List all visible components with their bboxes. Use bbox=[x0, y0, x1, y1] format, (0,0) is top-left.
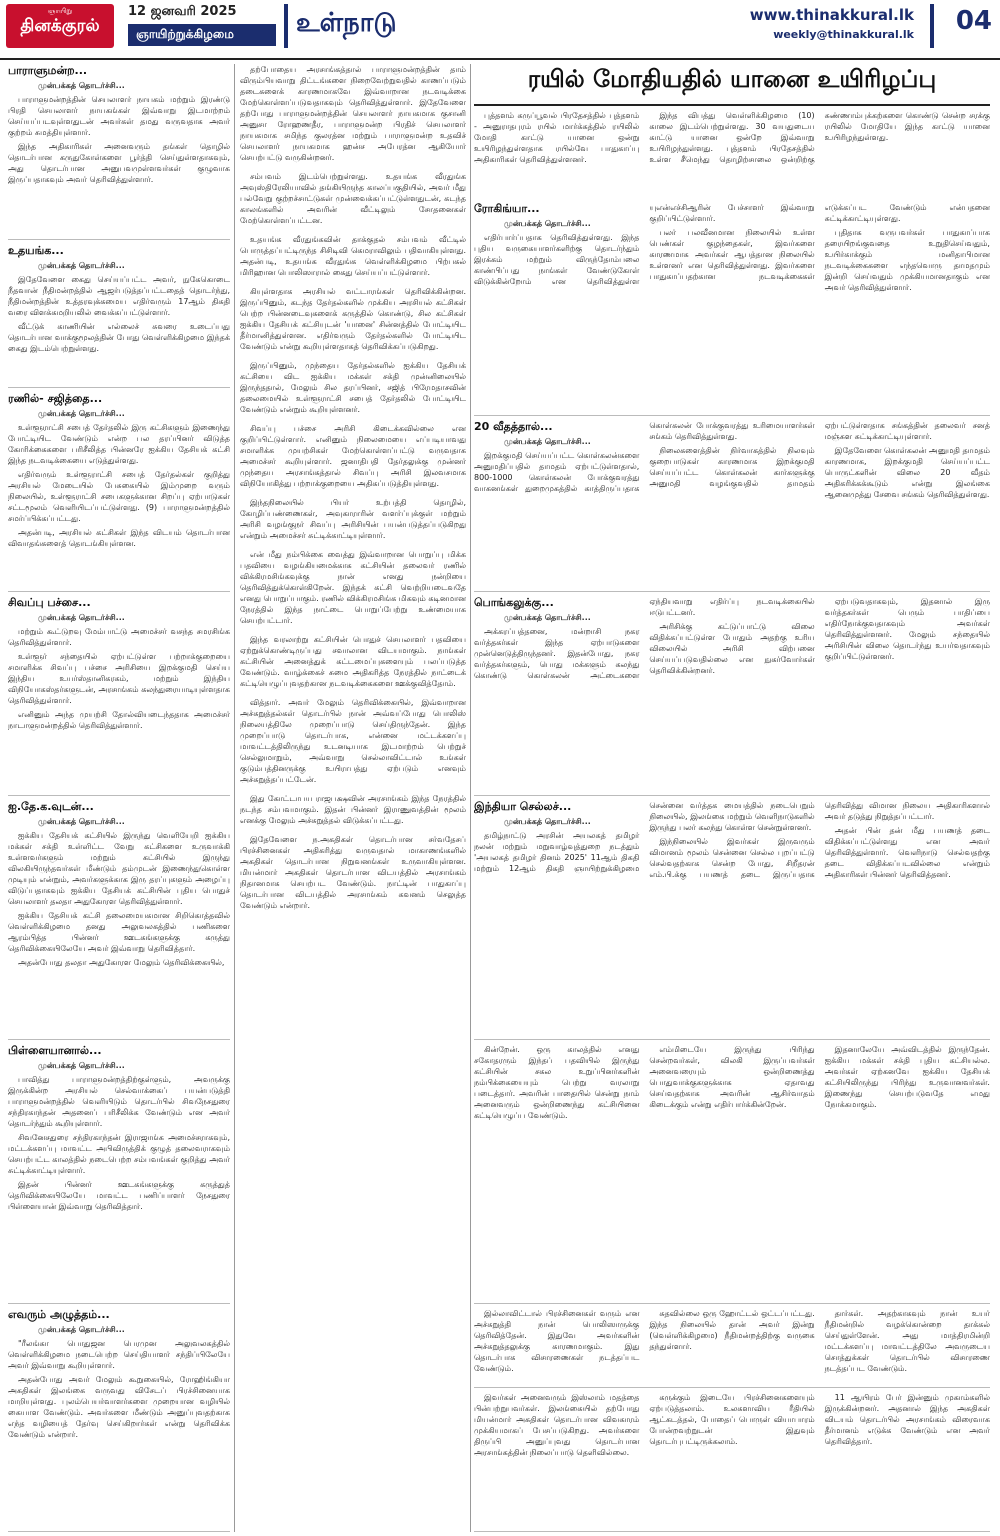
news-story bbox=[8, 392, 230, 592]
date-block bbox=[128, 4, 276, 46]
story-paragraph: இந்த அதிகாரிகள் அனைவரும் தங்கள் தொழில் தொடர்பான கருதுகோள்களை பூர்த்தி செய்துள்ளதாகவும், அது தொடர்பான அனுபவமுள்ளவர்கள் குழுவாக இருப்பதாகவும் அவர் தெரிவித்துள்ளார். bbox=[8, 142, 230, 184]
story-paragraph: ஐக்கிய தேசியக் கட்சியில் இருந்து வெளியேறி ஐக்கிய மக்கள் சக்தி உள்ளிட்ட வேறு கட்சிகளை உருவாக்கி உள்ளவர்களும் மற்றும் கட்சியில் இருந்து விலகியிருந்தவர்கள் மீண்டும் தம்முடன் இணைந்துகொள்ள முடியும் என்றும், அவர்களுக்காக இரு தரப்புகளும் அழைப்பு விடுப்பதாகவும் ஐக்கிய தேசியக் கட்சியின் புதிய பொதுச் செயலாளர் தலதா அதுகோரள தெரிவித்துள்ளார். bbox=[8, 831, 230, 906]
continued-label: முன்பக்கத் தொடர்ச்சி... bbox=[38, 1061, 125, 1070]
story-paragraph: இருப்பினும், முந்தைய தேர்தல்களில் ஐக்கிய தேசியக் கட்சியை விட ஐக்கிய மக்கள் சக்தி முன்னிலையில் இருந்ததால், மேலும் சில தரப்பினர், சஜித் பிரேமதாசவின் தலைமையில் உள்ளூராட்சி சபைத் தேர்தலில் போட்டியிட வேண்டும் என்றும் கூறியுள்ளனர். bbox=[240, 361, 466, 414]
continued-label: முன்பக்கத் தொடர்ச்சி... bbox=[504, 219, 591, 228]
story-paragraph: சிவப்பு பச்சை அரிசி கிடைக்கவில்லை என குறிப்பிட்டுள்ளார். எனினும் நிலைமையை எப்படியாவது சமாளிக்க முயற்சிகள் மேற்கொள்ளப்பட்டு வருவதாக அமைச்சர் கூறியுள்ளார். ஜனாதிபதி தேர்தலுக்கு முன்னர் முந்தைய அரசாங்கத்தால் சிவப்பு அரிசி இலவசமாக விநியோகித்து பற்றாக்குறையை அதிகப்படுத்தியுள்ளது. bbox=[240, 424, 466, 488]
story-body bbox=[474, 1392, 990, 1458]
story-title[interactable]: பொங்கலுக்கு... bbox=[474, 596, 554, 609]
story-body bbox=[474, 1308, 990, 1374]
news-story bbox=[8, 64, 230, 240]
masthead bbox=[0, 0, 1000, 60]
story-title[interactable]: பாராளுமன்ற... bbox=[8, 64, 88, 77]
separator-bar bbox=[930, 4, 934, 48]
story-body bbox=[474, 800, 990, 880]
story-paragraph: உள்ளூர் சந்தையில் ஏற்பட்டுள்ள பற்றாக்குறையை சமாளிக்க சிவப்பு பச்சை அரிசியை இறக்குமதி செய்ய இந்திய உயர்ஸ்தானிகரகம், மற்றும் இந்திய விநியோகஸ்தர்களுடன், அரசாங்கம் கலந்துரையாடியுள்ளதாக தெரிவித்துள்ளார். bbox=[8, 652, 230, 705]
story-paragraph: ஏற்படுவதாகவும், இதனால் இரு வர்த்தகர்கள் பெரும் பாதிப்பை எதிர்நோக்குவதாகவும் அவர்கள் தெரிவித்துள்ளனர். மேலும் சந்தையில் அரிசியின் விலை தொடர்ந்து உயர்வதாகவும் குறிப்பிட்டுள்ளனர். bbox=[824, 597, 990, 661]
news-story bbox=[8, 1044, 230, 1304]
story-paragraph: பாவித்து பாராளுமன்றத்திற்குள்ளும், அவருக்கு இருக்கின்ற அரசியல் செல்வாக்கைப் பயன்படுத்தி பாராளுமன்றத்தில் வெளியிடும் தொடர்பில் சிவநேசதுரை சந்திரகாந்தன் அதனைப் பரிசீலிக்க வேண்டும் என அவர் தொடர்ந்தும் கூறியுள்ளார். bbox=[8, 1075, 230, 1128]
story-paragraph: நிலைகளைத்தின் நிர்வாகத்தில் நிலவும் குறைபாடுகள் காரணமாக இறக்குமதி செய்யப்பட்ட கொள்கலன் கார்களுக்கு அனுமதி வழங்குவதில் தாமதம் ஏற்பட்டுள்ளதாக சங்கத்தின் தலைவர் சனத் மஞ்சுள சுட்டிக்காட்டியுள்ளார். bbox=[649, 421, 990, 488]
story-paragraph: புதிதாக வருபவர்கள் பாதுகாப்பாக தரையிறங்குவதை உறுதிசெய்வதும், உயிர்காக்கும் மனிதாபிமான நடவடிக்கைகளை எந்தவொரு தாமதமும் இன்றி செய்வதும் முக்கியமானதாகும் என அவர் தெரிவித்துள்ளார். bbox=[824, 228, 990, 292]
continued-label: முன்பக்கத் தொடர்ச்சி... bbox=[38, 261, 125, 270]
news-story bbox=[474, 1308, 990, 1388]
story-body bbox=[474, 202, 990, 293]
main-headline[interactable]: ரயில் மோதியதில் யானை உயிரிழப்பு bbox=[474, 64, 990, 106]
story-paragraph: கருக்கும் இடையே பிரச்சினைகளையும் ஏற்படுத்தலாம். உலகளாவிய ரீதியில் ஆட்கடத்தல், போதைப் பொருள் வியாபாரம் போன்றவற்றுடன் இதுவும் தொடர்புபட்டிருக்கலாம். bbox=[649, 1393, 815, 1446]
page-number: 04 bbox=[955, 6, 992, 36]
news-story bbox=[474, 596, 990, 796]
middle-column bbox=[240, 64, 466, 1532]
news-story bbox=[474, 420, 990, 592]
story-paragraph: இந்தநிலையில் பியர் உற்பத்தி தொழில், கோழிப்பண்ணைகள், அவுகாராரின் வளர்ப்புக்குள் மற்றும் அரிசி வழங்குநர் சிவப்பு அரிசியின் பயன்படுத்தப்படுகிறது என்றும் அமைச்சர் சுட்டிக்காட்டியுள்ளார். bbox=[240, 498, 466, 540]
story-paragraph: சிவனேசதுரை சந்திரகாந்தன் இராஜாங்க அமைச்சராகவும், மட்டக்களப்பு மாவட்ட அபிவிருத்திக் குழுத் தலைவராகவும் செயற்பட்ட காலத்தில் நடைபெற்ற சம்பவங்கள் குறித்து அவர் சுட்டிக்காட்டியுள்ளார். bbox=[8, 1133, 230, 1175]
story-body bbox=[474, 596, 990, 681]
story-paragraph: பலர் பலவீனமான நிலையில் உள்ள பெண்கள் குழந்தைகள், இவர்களை காரணமாக அவர்கள் ஆபத்தான நிலையில் உள்ளனர் என தெரிவித்துள்ளது. இவர்களை பாதுகாப்பதற்கான நடவடிக்கைகள் எடுக்கப்பட வேண்டும் என்பதனை சுட்டிக்காட்டியுள்ளது. bbox=[649, 203, 990, 281]
section-title: உள்நாடு bbox=[296, 8, 397, 38]
column-divider bbox=[470, 64, 471, 1532]
logo-edition: ஞாயிறு bbox=[47, 7, 73, 15]
story-title[interactable]: 20 வீதத்தால்... bbox=[474, 420, 553, 433]
story-paragraph: எனினும் அந்த முயற்சி தோல்வியடைந்ததாக அமைச்சர் நாடாளுமன்றத்தில் தெரிவித்துள்ளார். bbox=[8, 710, 230, 730]
continued-label: முன்பக்கத் தொடர்ச்சி... bbox=[504, 817, 591, 826]
story-paragraph: அரிசிக்கு கட்டுப்பாட்டு விலை விதிக்கப்பட்டுள்ள போதும் அதற்கு உரிய விலையில் அரிசி விற்பனை செய்யப்படுவதில்லை என நுகர்வோர்கள் தெரிவிக்கின்றனர். bbox=[649, 622, 815, 675]
story-paragraph: எதிர்வரும் உள்ளூராட்சி சபைத் தேர்தல்கள் குறித்து அரசியல் மேடையில் பேசுகையில் இம்முறை வரும் நிலையில், உள்ளூராட்சி சபைகளுக்கான சிறப்பு ஏற்பாடுகள் சட்டமூலம் வெளியிடப்பட்டுள்ளது. (9) பாராளுமன்றத்தில் சமர்ப்பிக்கப்பட்டது. bbox=[8, 470, 230, 523]
story-title[interactable]: சிவப்பு பச்சை... bbox=[8, 596, 91, 609]
continued-label: முன்பக்கத் தொடர்ச்சி... bbox=[38, 409, 125, 418]
issue-date: 12 ஜனவரி 2025 bbox=[128, 4, 237, 19]
story-title[interactable]: ரணில்- சஜித்தை... bbox=[8, 392, 103, 405]
story-body bbox=[474, 1044, 990, 1121]
story-paragraph: உள்ளூராட்சி சபைத் தேர்தலில் இரு கட்சிகளும் இணைந்து போட்டியிட வேண்டும் என்ற பல தரப்பினர் விடுத்த கோரிக்கைகளை பரிசீலித்த பின்னரே ஐக்கிய தேசியக் கட்சி இந்த நடவடிக்கையை எடுத்துள்ளது. bbox=[8, 423, 230, 465]
story-title[interactable]: எவரும் அழுத்தம்... bbox=[8, 1308, 110, 1321]
story-paragraph: இவர்கள் அனைவரும் இஸ்லாம் மதத்தை பின்பற்றுபவர்கள். இலங்கையில் தற்போது மியன்மார் அகதிகள் தொடர்பான விவகாரம் முக்கியமாகப் பேசப்படுகிறது. அவர்களை திருப்பி அனுப்புவது தொடர்பான அரசாங்கத்தின் நிலைப்பாடு தெளிவில்லை. bbox=[474, 1393, 640, 1457]
story-paragraph: 11 ஆயிரம் பேர் இன்னும் முகாம்களில் இருக்கின்றனர். அதனால் இந்த அகதிகள் விடயம் தொடர்பில் அரசாங்கம் விரைவாக தீர்மானம் எடுக்க வேண்டும் என அவர் தெரிவித்தார். bbox=[824, 1393, 990, 1446]
elephant-story bbox=[474, 110, 990, 198]
continued-label: முன்பக்கத் தொடர்ச்சி... bbox=[38, 81, 125, 90]
story-paragraph: பாராளுமன்றத்தின் செயலாளர் நாயகம் மற்றும் இரண்டு பிரதி செயலாளர் நாயகங்கள் இவ்வாறு இடமாற்றம் செய்யப்படவுள்ளதுடன் அவர்கள் தமது வருவதாக அவர் குற்றம் சுமத்தியுள்ளார். bbox=[8, 95, 230, 137]
story-paragraph: இதேவேளை கைது செய்யப்பட்ட அவர், நுகேகொடை நீதவான் நீதிமன்றத்தில் ஆஜர்படுத்தப்பட்டதைத் தொடர்ந்து, நீதிமன்றத்தின் உத்தரவுக்கமைய எதிர்வரும் 17ஆம் திகதி வரை விளக்கமறியலில் வைக்கப்பட்டுள்ளார். bbox=[8, 275, 230, 317]
story-paragraph: சம்பவம் இடம்பெற்றுள்ளது. உதயங்க வீரதுங்க அவுஸ்திரேலியாவில் தங்கியிருந்த காலப்பகுதியில், அவர் மீது பல்வேறு குற்றச்சாட்டுகள் முன்வைக்கப்பட்டுள்ளதுடன், கடந்த காலங்களில் அவரின் வீட்டிலும் சோதனைகள் மேற்கொள்ளப்பட்டன. bbox=[240, 172, 466, 225]
story-paragraph: இதன் பின்னர் ஊடகங்களுக்கு கருத்துத் தெரிவிக்கையிலேயே மாவட்ட பணிப்பாளர் நேசதுரை பிள்ளையான் இவ்வாறு தெரிவித்தார். bbox=[8, 1180, 230, 1211]
news-story bbox=[8, 800, 230, 1040]
news-story bbox=[474, 1044, 990, 1304]
column-divider bbox=[234, 64, 235, 1532]
story-paragraph: "ரீலங்கா பொதுஜன பெரமுன அலுவலகத்தில் வெள்ளிக்கிழமை நடைபெற்ற செய்தியாளர் சந்திப்பிலேயே அவர் இவ்வாறு கூறியுள்ளார். bbox=[8, 1339, 230, 1370]
news-story bbox=[8, 596, 230, 796]
news-story bbox=[474, 800, 990, 1040]
story-paragraph: தார்கள். அதற்காகவும் நான் உயர் நீதிமன்றில் வழக்கொன்றை தாக்கல் செய்துள்ளேன். அது மாத்திரமின்றி மட்டக்களப்பு மாவட்டத்திலே அவருடைய சொத்துக்கள் தொடர்பில் விசாரணை நடத்தப்பட வேண்டும். bbox=[824, 1309, 990, 1373]
story-paragraph: எம்மிடையே இருந்து பிரிந்து சென்றவர்கள், விலகி இருப்பவர்கள் அனைவரையும் ஒன்றிணைத்து பொதுவாக்குகளுக்காக ஏதாவது செய்வதற்காக அவரின் ஆசிர்வாதம் கிடைக்கும் என்று எதிர்பார்க்கின்றேன். bbox=[649, 1045, 815, 1109]
newspaper-logo[interactable] bbox=[6, 4, 114, 48]
story-paragraph: கியுள்ளதாக அரசியல் வட்டாரங்கள் தெரிவிக்கின்றன. இருப்பினும், கடந்த தேர்தல்களில் முக்கிய அரசியல் கட்சிகள் பெற்ற பின்னடைவுகளைக் கருத்தில் கொண்டு, சில கட்சிகள் ஐக்கிய தேசியக் கட்சியுடன் 'யானை' சின்னத்தில் போட்டியிட தீர்மானித்துள்ளன. எதிர்வரும் தேர்தல்களில் போட்டியிட வேண்டும் என்று கூறியுள்ளதாகத் தெரிவிக்கப்படுகிறது. bbox=[240, 287, 466, 351]
separator-bar bbox=[284, 4, 288, 48]
story-paragraph: அதன்போது தலதா அதுகோரள மேலும் தெரிவிக்கையில், bbox=[18, 958, 225, 967]
story-title[interactable]: ஐ.தே.க.வுடன்... bbox=[8, 800, 94, 813]
story-paragraph: இந்நிலையில் இவர்கள் இருவரும் விமானம் மூலம் சென்னை செல்ல புறப்பட்டு செல்வதற்காக சென்ற போது, சிறீதரன் எம்.பி.க்கு பயணத் தடை இருப்பதாக தெரிவித்து விமான நிலைய அதிகாரிகளால் அவர் தடுத்து நிறுத்தப்பட்டார். bbox=[649, 801, 990, 879]
story-paragraph: தமிழ்நாட்டு அரசின் அயலகத் தமிழர் நலன் மற்றும் மறுவாழ்வுத்துறை நடத்தும் 'அயலகத் தமிழர் தினம் 2025' 11ஆம் திகதி மற்றும் 12ஆம் திகதி ஞாயிற்றுக்கிழமை சென்னை வர்த்தக மையத்தில் நடைபெறும் நிலையில், இலங்கை மற்றும் வெளிநாடுகளில் இருந்து பலர் கலந்து கொள்ள சென்றுள்ளனர். bbox=[474, 801, 815, 873]
story-title[interactable]: பிள்ளையானால்... bbox=[8, 1044, 102, 1057]
story-paragraph: அதன் பின் தன் மீது பயணத் தடை விதிக்கப்பட்டுள்ளது என அவர் தெரிவித்துள்ளார். வெளிநாடு செல்வதற்கு தடை விதிக்கப்படவில்லை என்றும் அதிகாரிகள் பின்னர் தெரிவித்தனர். bbox=[824, 826, 990, 879]
continued-label: முன்பக்கத் தொடர்ச்சி... bbox=[504, 437, 591, 446]
story-paragraph: இது கோட்டாபய ராஜபக்ஷவின் அரசாங்கம் இந்த நேரத்தில் நடந்த சம்பவமாகும். இதன் பின்னர் இராணுவத்தின் மூலம் எனக்கு மேலும் அச்சுறுத்தல் விடுக்கப்பட்டது. bbox=[240, 794, 466, 825]
story-paragraph: இறக்குமதி செய்யப்பட்ட கொள்கலன்களை அனுமதிப்பதில் தாமதம் ஏற்பட்டுள்ளதால், 800-1000 கொள்கலன் போக்குவரத்து வாகனங்கள் துறைமுகத்தில் காத்திருப்பதாக கொள்கலன் போக்குவரத்து உரிமையாளர்கள் சங்கம் தெரிவித்துள்ளது. bbox=[474, 421, 815, 493]
story-title[interactable]: ரோகிங்யா... bbox=[474, 202, 540, 215]
story-paragraph: கின்றேன். ஒரு காலத்தில் எனது சகோதரரும் இந்தப் பதவியில் இருந்து கட்சியின் சகல உறுப்பினர்களின் நம்பிக்கையையும் பெற்று வரலாறு படைத்தார். அவரின் பாதையில் சென்று நாம் அனைவரும் ஒன்றிணைந்து கட்சியினை கட்டியெழுப்ப வேண்டும். bbox=[474, 1045, 640, 1120]
story-title[interactable]: உதயங்க... bbox=[8, 244, 64, 257]
story-paragraph: சுதவில்லை ஒரு ஹோட்டல் ஒட்டப்பட்டது. இந்த நிலையில் தான் அவர் இன்று (வெள்ளிக்கிழமை) நீதிமன்றத்திற்கு வருகை தந்துள்ளார். bbox=[649, 1309, 815, 1351]
story-paragraph: புத்தளம் கருப்பூவல் பிரதேசத்தில் புத்தளம் - அனுராதபுரம் ரயில் மார்க்கத்தில் ரயிலில் மோதி காட்டு யானை ஒன்று உயிரிழந்துள்ளதாக ரயில்வே பாதுகாப்பு அதிகாரிகள் தெரிவித்துள்ளனர். bbox=[474, 111, 640, 164]
story-body bbox=[474, 420, 990, 500]
continued-label: முன்பக்கத் தொடர்ச்சி... bbox=[504, 613, 591, 622]
story-paragraph: இதேவேளை கொள்கலன் அனுமதி தாமதம் காரணமாக, இறக்குமதி செய்யப்பட்ட பொருட்களின் விலை 20 வீதம் அதிகரிக்கக்கூடும் என்று இலங்கை ஆனைமுத்து சேவை சங்கம் தெரிவித்துள்ளது. bbox=[824, 446, 990, 499]
continued-label: முன்பக்கத் தொடர்ச்சி... bbox=[38, 817, 125, 826]
story-paragraph: அதன்போது அவர் மேலும் கூறுகையில், ரோஹிங்கியா அகதிகள் இலங்கை வருவது விசேடப் பிரச்சினையாக மாறியுள்ளது. புலம்பெயர்வாளர்களை முறையான வழியில் கையாள வேண்டும். அவர்களை மீண்டும் அனுப்புவதற்காக எந்த வழியைத் தேர்வு செய்கிறார்கள் என்று தெரிவிக்க வேண்டும் என்றார். bbox=[8, 1375, 230, 1439]
story-paragraph: வீட்டுக் காணியின் எல்லைச் சுவரை உடைப்பது தொடர்பான வாக்குமூலத்தின் போது வெள்ளிக்கிழமை இந்தக் கைது இடம்பெற்றுள்ளது. bbox=[8, 322, 230, 353]
story-paragraph: மற்றும் கூட்டுறவு மேம்பாட்டு அமைச்சர் வசந்த சமரசிங்க தெரிவித்துள்ளார். bbox=[8, 627, 230, 647]
story-paragraph: தற்போதைய அரசாங்கத்தால் பாராளுமன்றத்தின் தாம் விரும்பியவாறு திட்டங்களை நிறைவேற்றுவதில் காணப்படும் தடைகளைக் காரணமாகவே இவ்வாறான நடவடிக்கை மேற்கொள்ளப்படுவதாகவும் தெரிவித்துள்ளார். இதேவேளை தற்போது பாராளுமன்றத்தின் செயலாளர் நாயகமாக குசானி அனுசா ரோஹணதீர, பாராளுமன்ற பிரதிச் செயலாளர் நாயகமாக சமிந்த குலரத்ன மற்றும் பாராளுமன்ற உதவிச் செயலாளர் நாயகமாக ஹன்ச அபேரத்ன ஆகியோர் செயற்பட்டு வருகின்றனர். bbox=[240, 65, 466, 162]
news-story bbox=[474, 202, 990, 416]
email-link[interactable]: weekly@thinakkural.lk bbox=[773, 28, 914, 41]
news-story bbox=[474, 1392, 990, 1532]
contact-block bbox=[750, 6, 914, 41]
story-paragraph: அதன்படி, அரசியல் கட்சிகள் இந்த விடயம் தொடர்பான விவாதங்களைத் தொடங்கியுள்ளன. bbox=[8, 528, 230, 548]
story-paragraph: உதயங்க வீரதுங்கவின் தாக்குதல் சம்பவம் வீட்டில் பொருத்தப்பட்டிருந்த சிசிடிவி கெமராவிலும் பதிவாகியுள்ளது. அதன்படி, உதயங்க வீரதுங்க வெள்ளிக்கிழமை பிற்பகல் மிரிஹான பொலிஸாரால் கைது செய்யப்பட்டுள்ளார். bbox=[240, 235, 466, 277]
story-paragraph: வித்தார். அவர் மேலும் தெரிவிக்கையில், இவ்வாறான அச்சுறுத்தல்கள் தொடர்பில் நான் அவ்வப்போது பொலிஸ் நிலையத்திலே முறைப்பாடு செய்திருந்தேன். இந்த முறைப்பாடு தொடர்பாக, என்னை மட்டக்களப்பு மாவட்டத்திலிருந்து உடனடியாக இடமாற்றம் பெற்றுச் செல்லுமாறும், அவ்வாறு செல்லாவிட்டால் உங்கள் குடும்பத்தினருக்கு உயிராபத்து ஏற்படும் எனவும் அச்சுறுத்தப்பட்டேன். bbox=[240, 698, 466, 784]
story-paragraph: இந்த விபத்து வெள்ளிக்கிழமை (10) காலை இடம்பெற்றுள்ளது. 30 வயதுடைய காட்டு யானை ஒன்றே இவ்வாறு உயிரிழந்துள்ளது. புத்தளம் பிரதேசத்தில் உள்ள சீமெந்து தொழிற்சாலை ஒன்றிற்கு சுண்ணாம்புக்கற்களை கொண்டு சென்ற சரக்கு ரயிலில் மோதியே இந்த காட்டு யானை உயிரிழந்துள்ளது. bbox=[649, 111, 990, 164]
story-paragraph: எதிர்பார்ப்பதாக தெரிவித்துள்ளது. இந்த புதிய வருகையாளர்களிற்கு தொடர்ந்தும் இரக்கம் மற்றும் விருந்தோம்பலை காண்பிப்பது நாங்கள் வேண்டுகோள் விடுக்கின்றோம் என தெரிவித்துள்ள யுஎன்எச்சிஆரின் பேச்சாளர் இவ்வாறு குறிப்பிட்டுள்ளார். bbox=[474, 203, 815, 286]
continued-label: முன்பக்கத் தொடர்ச்சி... bbox=[38, 1325, 125, 1334]
story-paragraph: ஐக்கிய தேசியக் கட்சி தலைமையகமான சிறிகொத்தவில் வெள்ளிக்கிழமை தனது அலுவலகத்தில் பணிகளை ஆரம்பித்த பின்னர் ஊடகங்களுக்கு கருத்து தெரிவிக்கையிலேயே அவர் இவ்வாறு தெரிவித்தார். bbox=[8, 911, 230, 953]
logo-name: தினக்குரல் bbox=[20, 16, 100, 36]
story-paragraph: இதனாலேயே அவ்விடத்தில் இருந்தேன். ஐக்கிய மக்கள் சக்தி புதிய கட்சியல்ல. அவர்கள் ஏற்கனவே ஐக்கிய தேசியக் கட்சியிலிருந்து பிரிந்து உருவானவர்கள். இணைந்து செயற்படுவதே எமது நோக்கமாகும். bbox=[824, 1045, 990, 1109]
news-story bbox=[8, 1308, 230, 1532]
story-paragraph: இல்லாவிட்டால் பிரச்சினைகள் வரும் என அச்சுறுத்தி நான் பொலிஸாருக்கு தெரிவித்தேன். இதுவே அவர்களின் அச்சுறுத்தலுக்கு காரணமாகும். இது தொடர்பாக விசாரணைகள் நடத்தப்பட வேண்டும். bbox=[474, 1309, 640, 1373]
issue-day: ஞாயிற்றுக்கிழமை bbox=[128, 24, 276, 46]
story-paragraph: இதேவேளை ந.அகதிகள் தொடர்பான சர்வதேசப் பிரச்சினைகள் அதிகரித்து வருவதால் மாகாணங்களில் அகதிகள் தொடர்பான நிறுவனங்கள் உருவாகியுள்ளன. மியன்மார் அகதிகள் தொடர்பான விடயத்தில் அரசாங்கம் நிதானமாக செயற்பட வேண்டும். நாட்டின் பாதுகாப்பு தொடர்பான விடயத்தில் அரசாங்கம் கவனம் செலுத்த வேண்டும் என்றார். bbox=[240, 835, 466, 910]
continued-label: முன்பக்கத் தொடர்ச்சி... bbox=[38, 613, 125, 622]
story-paragraph: இந்த வரலாற்று கட்சியின் பொதுச் செயலாளர் பதவியை ஏற்றுக்கொண்டிருப்பது சவாலான விடயமாகும். நாங்கள் கட்சியின் அனைத்துக் கட்டமைப்புகளையும் பலப்படுத்த வேண்டும். வாழ்க்கைச் சுமை அதிகரித்த நேரத்தில் நாட்டைக் கட்டியெழுப்புவதற்கான நடவடிக்கைகளை ஊக்குவித்தோம். bbox=[240, 635, 466, 688]
news-story bbox=[8, 244, 230, 388]
story-paragraph: என் மீது நம்பிக்கை வைத்து இவ்வாறான பொறுப்பு மிக்க பதவியை வழங்கியமைக்காக கட்சியின் தலைவர் ரணில் விக்கிரமசிங்கவுக்கு நான் எனது நன்றியை தெரிவித்துக்கொள்கிறேன். இந்தக் கட்சி வெற்றியடைவதே எனது பொறுப்பாகும். ரணில் விக்கிரமசிங்க மிகவும் கடினமான நேரத்தில் இந்த நாட்டை பொறுப்பேற்று உண்மையாக செயற்பட்டார். bbox=[240, 550, 466, 625]
website-link[interactable]: www.thinakkural.lk bbox=[749, 6, 914, 24]
story-title[interactable]: இந்தியா செல்லச்... bbox=[474, 800, 572, 813]
story-paragraph: அக்கரப்பத்தனை, மன்றாசி நகர வர்த்தகர்கள் இந்த ஏற்பாடுகளை முன்னெடுத்திருந்தனர். இதன்போது, நகர வர்த்தகர்களும், பொது மக்களும் கலந்து கொண்டு கொள்கலன் அட்டைகளை ஏந்தியவாறு எதிர்ப்பு நடவடிக்கையில் ஈடுபட்டனர். bbox=[474, 597, 815, 680]
